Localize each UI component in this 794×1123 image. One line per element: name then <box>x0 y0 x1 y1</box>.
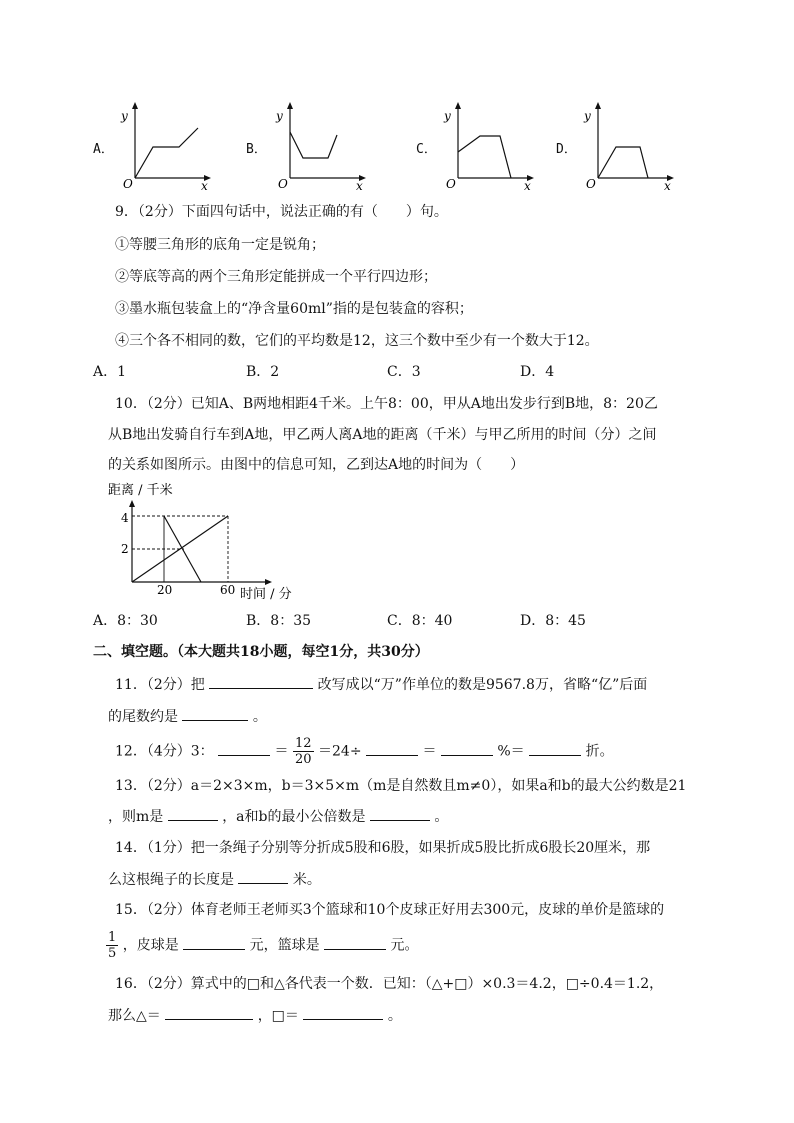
q8-graph-c <box>438 100 538 192</box>
q9-choice-d: D．4 <box>520 364 555 380</box>
q12-text-e: %＝ <box>497 743 525 760</box>
q13-text-b: ，a和b的最小公倍数是 <box>222 809 366 825</box>
q15-text-b: 元，篮球是 <box>249 937 320 954</box>
q10-choice-d: D．8：45 <box>520 613 586 629</box>
q10-choice-c: C．8：40 <box>387 613 453 629</box>
q11-text-a: 11．（2分）把 <box>115 677 205 693</box>
q15-blank-1[interactable] <box>183 935 245 950</box>
q13-text-a: ，则m是 <box>108 809 164 825</box>
q10-ylabel: 距离 / 千米 <box>108 483 173 498</box>
q10-stem-line-3: 的关系如图所示。由图中的信息可知，乙到达A地的时间为（ ） <box>108 457 525 473</box>
q11-line-1 <box>115 674 647 695</box>
q8-a-x-label: x <box>201 179 208 192</box>
q13-blank-2[interactable] <box>370 806 430 821</box>
q9-statement-4: ④三个各不相同的数，它们的平均数是12，这三个数中至少有一个数大于12。 <box>115 333 599 349</box>
q8-option-b-label: B． <box>246 142 267 157</box>
q9-choice-c: C．3 <box>387 364 421 380</box>
q10-xtick-20: 20 <box>157 583 173 597</box>
q12-frac-num: 12 <box>295 736 312 751</box>
q9-statement-3: ③墨水瓶包装盒上的“净含量60ml”指的是包装盒的容积； <box>115 301 473 317</box>
q15-fraction <box>106 930 118 961</box>
q10-xlabel: 时间 / 分 <box>240 587 292 602</box>
q12-blank-4[interactable] <box>529 741 581 756</box>
q12-blank-2[interactable] <box>366 741 418 756</box>
q12-frac-den: 20 <box>295 752 312 767</box>
q15-text-c: 元。 <box>390 937 419 954</box>
q11-text-d: 。 <box>252 709 267 725</box>
q12-blank-3[interactable] <box>441 741 493 756</box>
q8-graph-d <box>578 100 678 192</box>
q10-ytick-4: 4 <box>121 511 129 525</box>
q11-text-b: 改写成以“万”作单位的数是9567.8万，省略“亿”后面 <box>317 677 648 693</box>
q15-line-2 <box>106 930 419 961</box>
q14-blank-1[interactable] <box>238 869 288 884</box>
q11-line-2 <box>108 706 267 727</box>
q8-d-y-label: y <box>584 109 591 123</box>
q9-stem: 9．（2分）下面四句话中，说法正确的有（ ）句。 <box>115 204 448 220</box>
q12-text-a: 12．（4分）3： <box>115 743 214 760</box>
q16-text-a: 那么△＝ <box>108 1008 161 1024</box>
q8-d-x-label: x <box>664 179 671 192</box>
q16-blank-2[interactable] <box>303 1005 383 1020</box>
q12-blank-1[interactable] <box>218 741 270 756</box>
q8-a-origin: O <box>123 177 133 191</box>
q12-text-f: 折。 <box>585 743 614 760</box>
q12-text-b: ＝ <box>274 743 289 760</box>
q10-choice-b: B．8：35 <box>246 613 312 629</box>
q15-frac-num: 1 <box>108 930 117 945</box>
q16-line-2 <box>108 1005 402 1026</box>
q8-b-origin: O <box>278 177 288 191</box>
q8-graph-a <box>115 100 215 192</box>
q16-blank-1[interactable] <box>165 1005 253 1020</box>
q9-statement-2: ②等底等高的两个三角形定能拼成一个平行四边形； <box>115 269 437 285</box>
q8-c-y-label: y <box>444 109 451 123</box>
q12-line <box>115 736 614 767</box>
q8-d-origin: O <box>586 177 596 191</box>
q8-b-y-label: y <box>276 109 283 123</box>
q8-c-x-label: x <box>524 179 531 192</box>
section-2-note: （本大题共18小题，每空1分，共30分） <box>177 644 429 660</box>
q13-text-c: 。 <box>434 809 449 825</box>
q14-text-a: 么这根绳子的长度是 <box>108 872 234 888</box>
q8-graph-b <box>270 100 370 192</box>
q10-xtick-60: 60 <box>220 583 236 597</box>
q12-text-d: ＝ <box>422 743 437 760</box>
q14-line-1: 14．（1分）把一条绳子分别等分折成5股和6股，如果折成5股比折成6股长20厘米，那 <box>115 840 651 856</box>
q15-frac-den: 5 <box>108 946 117 961</box>
q10-distance-time-graph <box>108 478 308 608</box>
q12-fraction <box>293 736 314 767</box>
q8-option-d-label: D． <box>556 142 577 157</box>
q13-line-2 <box>108 806 448 827</box>
q15-text-a: ，皮球是 <box>122 937 179 954</box>
q13-line-1: 13．（2分）a＝2×3×m，b＝3×5×m（m是自然数且m≠0），如果a和b的最大公约数是21 <box>115 778 687 794</box>
q8-option-c-label: C． <box>416 142 437 157</box>
q8-option-a-label: A． <box>93 142 114 157</box>
q9-choice-b: B．2 <box>246 364 280 380</box>
q11-blank-1[interactable] <box>209 674 313 689</box>
q10-choice-a: A．8：30 <box>93 613 158 629</box>
q9-statement-1: ①等腰三角形的底角一定是锐角； <box>115 237 325 253</box>
q8-b-x-label: x <box>356 179 363 192</box>
q16-text-c: 。 <box>387 1008 402 1024</box>
q13-blank-1[interactable] <box>168 806 218 821</box>
q14-line-2 <box>108 869 321 890</box>
q9-choice-a: A．1 <box>93 364 127 380</box>
section-2-title: 二、填空题。 <box>93 644 177 660</box>
q10-stem-line-1: 10．（2分）已知A、B两地相距4千米。上午8：00，甲从A地出发步行到B地，8：20乙 <box>115 396 658 412</box>
q15-line-1: 15．（2分）体育老师王老师买3个篮球和10个皮球正好用去300元，皮球的单价是篮球的 <box>115 902 665 918</box>
q10-ytick-2: 2 <box>121 542 129 556</box>
q15-blank-2[interactable] <box>324 935 386 950</box>
q12-text-c: ＝24÷ <box>318 743 362 760</box>
q16-text-b: ，□＝ <box>257 1008 299 1024</box>
q8-c-origin: O <box>446 177 456 191</box>
q14-text-b: 米。 <box>292 872 321 888</box>
q8-a-y-label: y <box>121 109 128 123</box>
q10-stem-line-2: 从B地出发骑自行车到A地，甲乙两人离A地的距离（千米）与甲乙所用的时间（分）之间 <box>108 427 657 443</box>
q11-blank-2[interactable] <box>182 706 248 721</box>
section-2-heading <box>93 642 429 662</box>
q11-text-c: 的尾数约是 <box>108 709 178 725</box>
q16-line-1: 16．（2分）算式中的□和△各代表一个数．已知：（△+□）×0.3＝4.2，□÷0.4＝1.2， <box>115 976 664 992</box>
